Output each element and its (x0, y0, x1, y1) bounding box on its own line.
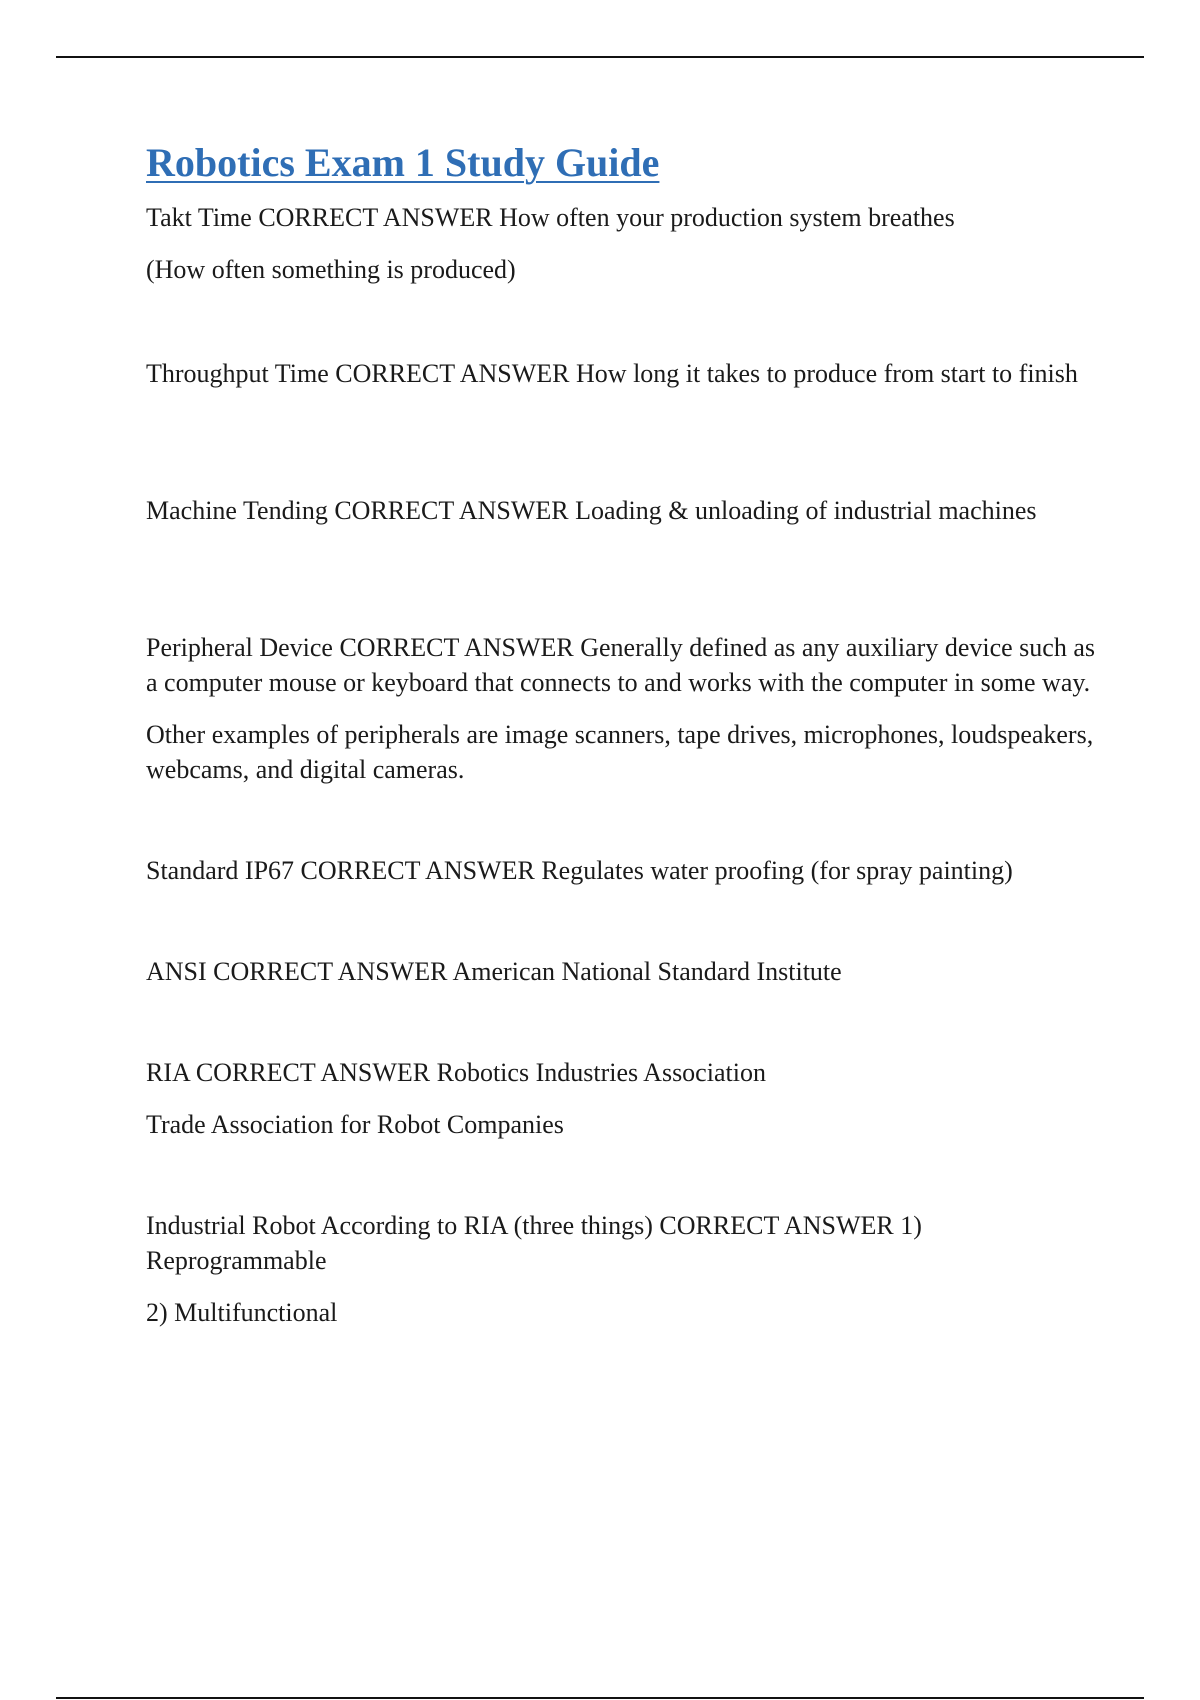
qa-text: Trade Association for Robot Companies (146, 1110, 564, 1139)
qa-text: Other examples of peripherals are image scanners, tape drives, microphones, loudspeakers, webcams, and digital cameras. (146, 720, 1094, 784)
qa-entry-throughput-time (146, 356, 1096, 391)
qa-entry-peripheral-device (146, 630, 1096, 787)
document-body (146, 140, 1096, 1330)
header-rule (56, 56, 1144, 58)
qa-text: Industrial Robot According to RIA (three things) CORRECT ANSWER 1) Reprogrammable (146, 1211, 922, 1275)
qa-entry-standard-ip67 (146, 853, 1096, 888)
qa-entry-industrial-robot (146, 1208, 1096, 1330)
qa-text: (How often something is produced) (146, 255, 516, 284)
qa-text: Peripheral Device CORRECT ANSWER Generally defined as any auxiliary device such as a computer mouse or keyboard that connects to and works with the computer in some way. (146, 633, 1095, 697)
qa-text: Machine Tending CORRECT ANSWER Loading & unloading of industrial machines (146, 496, 1037, 525)
qa-entry-ansi (146, 954, 1096, 989)
document-title: Robotics Exam 1 Study Guide (146, 140, 660, 185)
qa-entry-ria (146, 1055, 1096, 1142)
qa-text: Takt Time CORRECT ANSWER How often your production system breathes (146, 203, 955, 232)
qa-entry-takt-time (146, 200, 1096, 287)
qa-text: Standard IP67 CORRECT ANSWER Regulates water proofing (for spray painting) (146, 856, 1013, 885)
qa-text: Throughput Time CORRECT ANSWER How long it takes to produce from start to finish (146, 359, 1078, 388)
qa-entry-machine-tending (146, 493, 1096, 528)
footer-rule (56, 1697, 1144, 1699)
qa-text: ANSI CORRECT ANSWER American National Standard Institute (146, 957, 842, 986)
qa-text: RIA CORRECT ANSWER Robotics Industries Association (146, 1058, 766, 1087)
qa-text: 2) Multifunctional (146, 1298, 338, 1327)
